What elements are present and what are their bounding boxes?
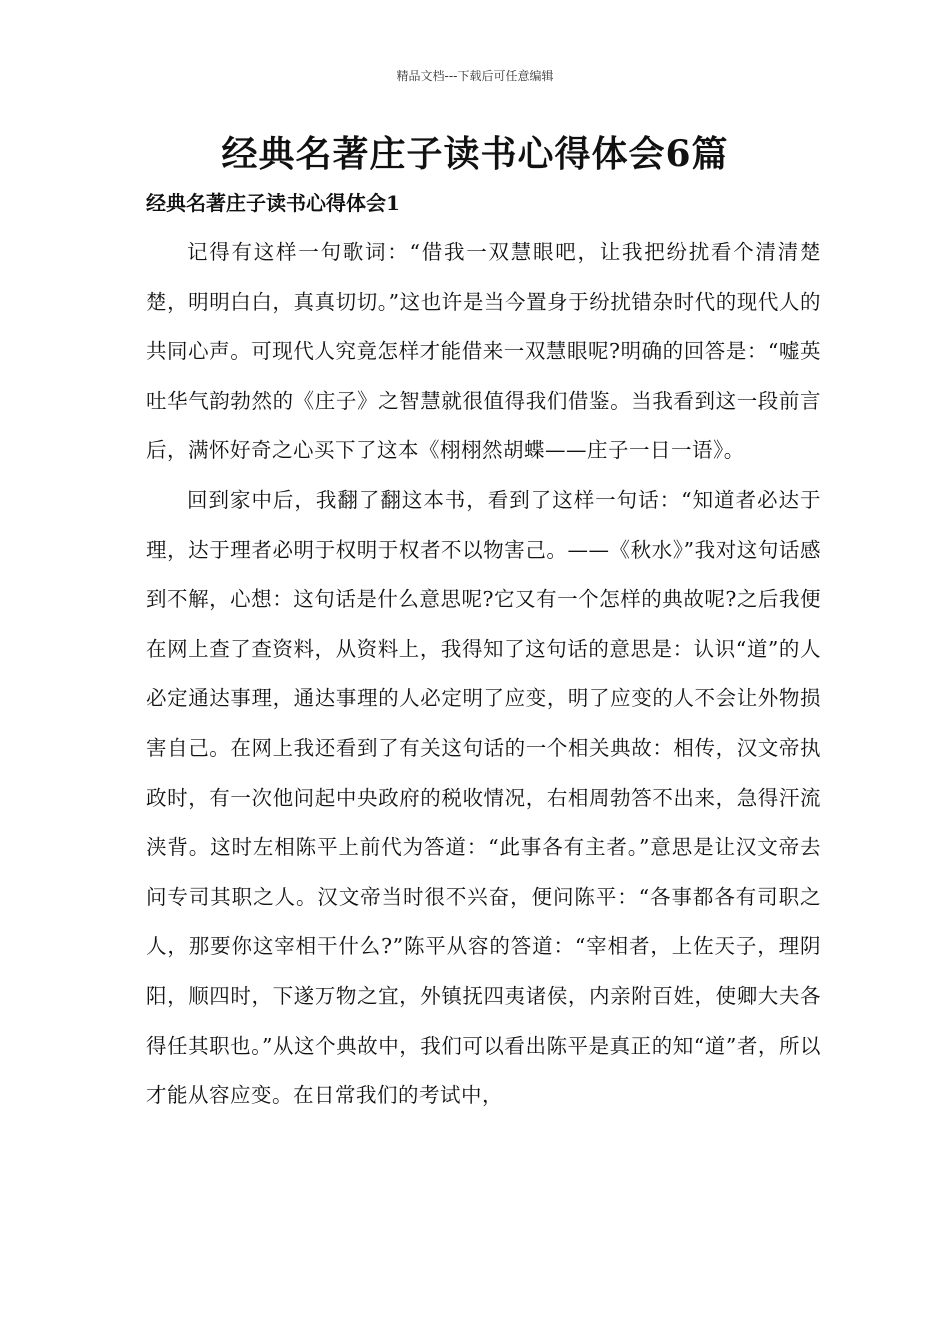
section-subtitle: 经典名著庄子读书心得体会1	[146, 191, 400, 215]
paragraph-2: 回到家中后，我翻了翻这本书，看到了这样一句话：“知道者必达于理，达于理者必明于权明于权者不以物害己。——《秋水》”我对这句话感到不解，心想：这句话是什么意思呢?它又有一个怎样的典故呢?之后我便在网上查了查资料，从资料上，我得知了这句话的意思是：认识“道”的人必定通达事理，通达事理的人必定明了应变，明了应变的人不会让外物损害自己。在网上我还看到了有关这句话的一个相关典故：相传，汉文帝执政时，有一次他问起中央政府的税收情况，右相周勃答不出来，急得汗流浃背。这时左相陈平上前代为答道：“此事各有主者。”意思是让汉文帝去问专司其职之人。汉文帝当时很不兴奋，便问陈平：“各事都各有司职之人，那要你这宰相干什么?”陈平从容的答道：“宰相者，上佐天子，理阴阳，顺四时，下遂万物之宜，外镇抚四夷诸侯，内亲附百姓，使卿大夫各得任其职也。”从这个典故中，我们可以看出陈平是真正的知“道”者，所以才能从容应变。在日常我们的考试中，	[146, 487, 821, 1108]
header-note: 精品文档---下载后可任意编辑	[396, 69, 554, 83]
paragraph-1: 记得有这样一句歌词：“借我一双慧眼吧，让我把纷扰看个清清楚楚，明明白白，真真切切。”这也许是当今置身于纷扰错杂时代的现代人的共同心声。可现代人究竟怎样才能借来一双慧眼呢?明确的回答是：“嘘英吐华气韵勃然的《庄子》之智慧就很值得我们借鉴。当我看到这一段前言后，满怀好奇之心买下了这本《栩栩然胡蝶——庄子一日一语》。	[146, 240, 821, 463]
document-title: 经典名著庄子读书心得体会6篇	[221, 133, 729, 175]
body-text	[146, 228, 821, 1121]
